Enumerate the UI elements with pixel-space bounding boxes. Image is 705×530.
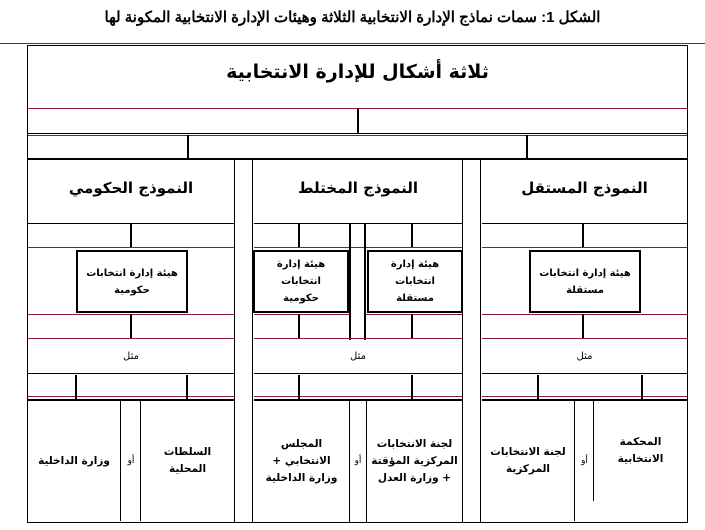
connector (537, 375, 539, 399)
mixed-divider (349, 223, 351, 340)
example-label-ind: مثل (482, 340, 687, 374)
cell-divider (357, 109, 359, 133)
row-line (28, 158, 687, 160)
diagram-title: ثلاثة أشكال للإدارة الانتخابية (226, 61, 489, 83)
box-mixed-gov-emb: هيئة إدارة انتخابات حكومية (253, 250, 349, 313)
caption-divider (0, 43, 705, 44)
row-line (482, 338, 687, 339)
connector (411, 224, 413, 247)
row-line (28, 396, 234, 397)
model-mixed: النموذج المختلط (297, 179, 419, 197)
connector (130, 224, 132, 247)
row-line (28, 338, 234, 339)
mixed-divider (364, 223, 366, 340)
row-line (482, 314, 687, 315)
row-line (482, 247, 687, 248)
example-label-mixed: مثل (254, 340, 462, 374)
row-line (28, 247, 234, 248)
or-label: أو (581, 456, 588, 466)
row-line (254, 223, 462, 224)
row-line (482, 396, 687, 397)
connector (298, 375, 300, 399)
or-label: أو (354, 456, 362, 466)
figure-caption-text: سمات نماذج الإدارة الانتخابية الثلاثة وهيئات الإدارة الانتخابية المكونة لها (104, 9, 537, 26)
figure-caption (20, 4, 685, 30)
connector (411, 375, 413, 399)
connector (411, 314, 413, 338)
model-governmental: النموذج الحكومي (68, 179, 194, 197)
figure-caption-label: الشكل 1: (541, 9, 601, 26)
connector (582, 224, 584, 247)
row-line (254, 396, 462, 397)
model-independent: النموذج المستقل (521, 179, 648, 197)
example-electoral-council: المجلس الانتخابي + وزارة الداخلية (265, 437, 338, 484)
column-gap-left (234, 160, 253, 523)
box-ind-emb: هيئة إدارة انتخابات مستقلة (529, 250, 641, 313)
example-local-authorities: السلطات المحلية (140, 401, 234, 521)
row-line (366, 314, 462, 315)
example-interim-committee: لجنة الانتخابات المركزية المؤقتة + وزارة العدل (371, 437, 458, 484)
example-central-committee: لجنة الانتخابات المركزية (482, 401, 575, 521)
box-mixed-ind-emb: هيئة إدارة انتخابات مستقلة (367, 250, 463, 313)
row-line (482, 223, 687, 224)
cell-divider (187, 135, 189, 159)
row-line (28, 133, 687, 134)
connector (298, 314, 300, 338)
example-electoral-court: المحكمة الانتخابية (593, 401, 687, 501)
row-line (254, 247, 462, 248)
cell-divider (526, 135, 528, 159)
connector (186, 375, 188, 399)
box-gov-emb: هيئة إدارة انتخابات حكومية (76, 250, 188, 313)
example-label-gov: مثل (28, 340, 234, 374)
connector (641, 375, 643, 399)
connector (298, 224, 300, 247)
or-label: أو (127, 456, 135, 466)
row-line (254, 338, 462, 339)
connector (75, 375, 77, 399)
row-line (28, 135, 687, 136)
connector (130, 314, 132, 338)
row-line (254, 314, 349, 315)
example-interior-ministry: وزارة الداخلية (28, 401, 121, 521)
connector (582, 314, 584, 338)
column-gap-right (462, 160, 481, 523)
